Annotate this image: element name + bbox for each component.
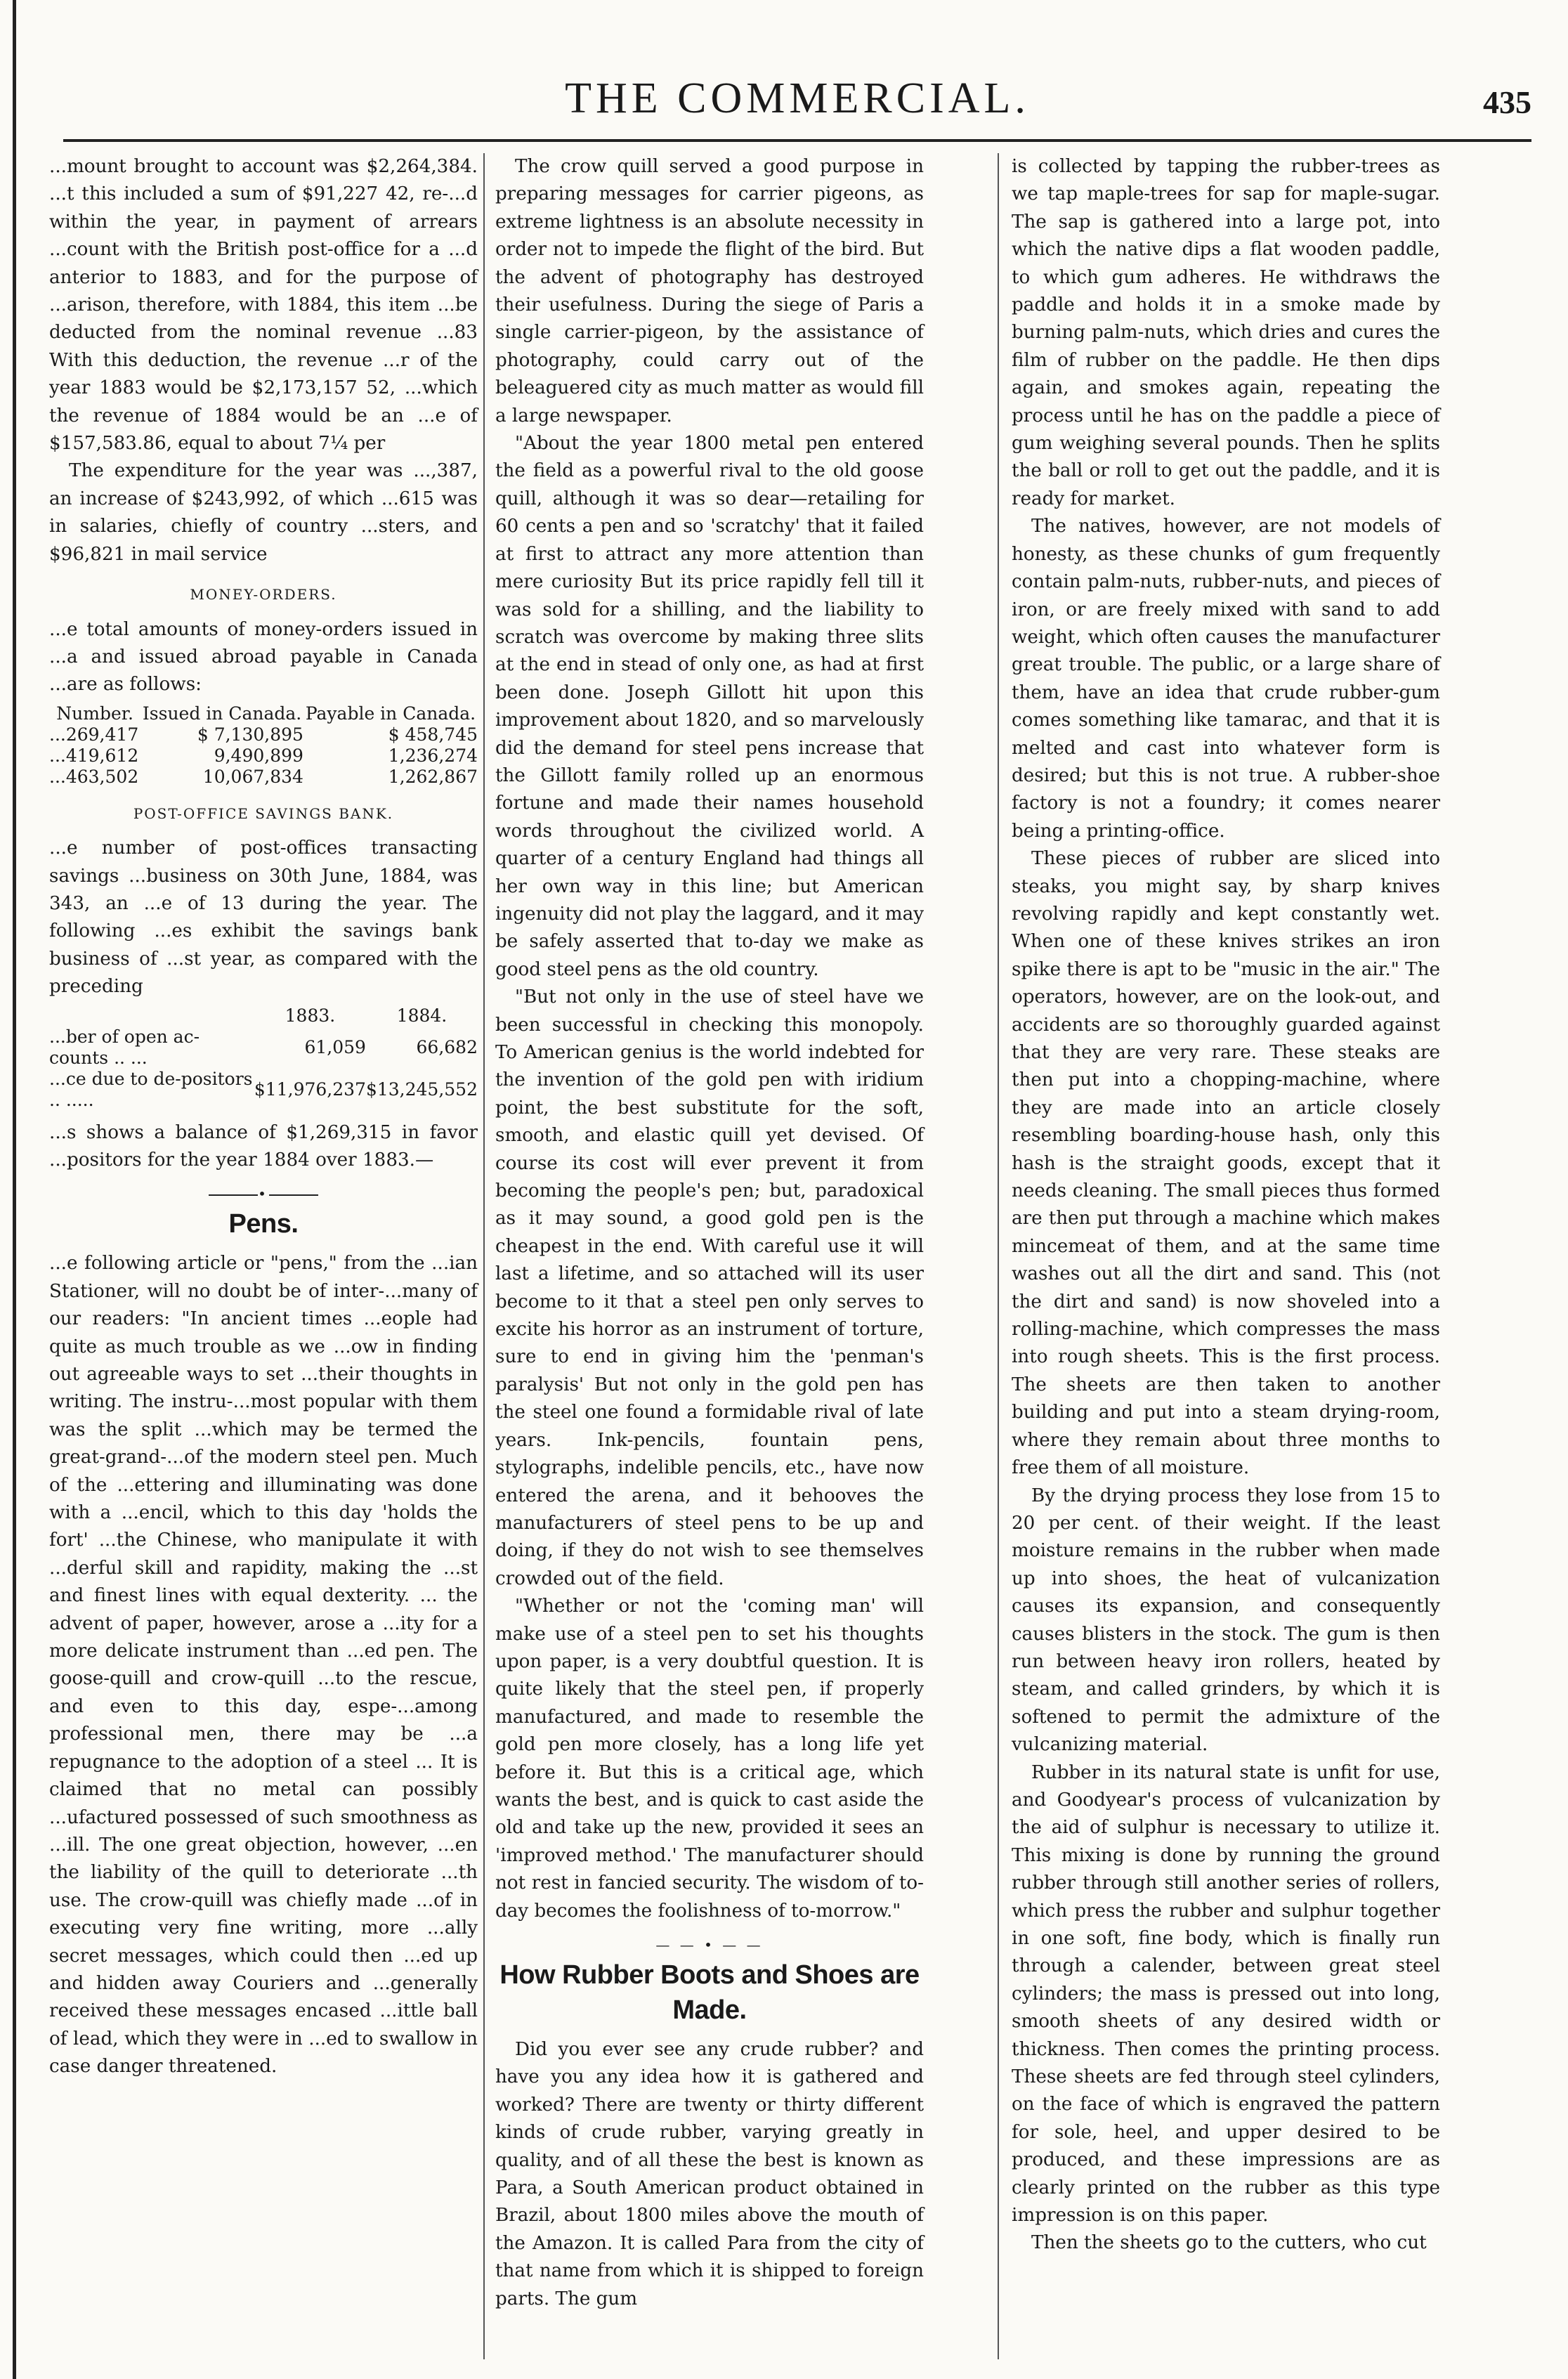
- article-title-pens: Pens.: [228, 1209, 299, 1239]
- table-cell: ...ce due to de-positors .. .....: [49, 1068, 253, 1110]
- table-cell: $13,245,552: [365, 1078, 478, 1100]
- table-cell: $ 458,745: [388, 724, 478, 745]
- table-row: [49, 1026, 478, 1069]
- header-rule: [63, 139, 1531, 142]
- table-cell: 61,059: [304, 1036, 366, 1057]
- column-divider: [483, 153, 485, 2359]
- paragraph: ...s shows a balance of $1,269,315 in favor ...positors for the year 1884 over 1883.—: [49, 1121, 478, 1171]
- masthead-title: THE COMMERCIAL.: [565, 74, 1030, 122]
- paragraph: Rubber in its natural state is unfit for use, and Goodyear's process of vulcanization by the aid of sulphur is necessary to utilize it. This mixing is done by running the ground rubber through still another series of rollers, which press the rubber and sulphur together in one soft, fine body, which is finally run through a calender, between great steel cylinders; the mass is pressed out into long, smooth sheets of any desired width or thickness. Then comes the printing process. These sheets are fed through steel cylinders, on the face of which is engraved the pattern for sole, heel, and upper desired to be produced, and these impressions are as clearly printed on the rubber as this type impression is on this paper.: [1012, 1761, 1440, 2227]
- table-row: [49, 724, 478, 745]
- paragraph: "Whether or not the 'coming man' will make use of a steel pen to set his thoughts upon paper, is a very doubtful question. It is quite likely that the steel pen, if properly manufactured, and made to resemble the gold pen more closely, has a long life yet before it. But this is a critical age, which wants the best, and is quick to cast aside the old and take up the new, provided it sees an 'improved method.' The manufacturer should not rest in fancied security. The wisdom of to-day becomes the foolishness of to-morrow.": [495, 1596, 924, 1922]
- table-cell: 1,236,274: [388, 745, 478, 766]
- column-3: [1012, 153, 1440, 2257]
- table-cell: 1,262,867: [388, 766, 478, 787]
- column-2: [495, 153, 924, 2313]
- table-cell: ...ber of open ac-counts .. ...: [49, 1026, 200, 1068]
- page-header: [63, 67, 1531, 133]
- table-row: [49, 767, 478, 788]
- paragraph: is collected by tapping the rubber-trees as we tap maple-trees for sap for maple-sugar. The sap is gathered into a large pot, into which the native dips a flat wooden paddle, to which gum adheres. He withdraws the paddle and holds it in a smoke made by burning palm-nuts, which dries and cures the film of rubber on the paddle. He then dips again, and smokes again, repeating the process until he has on the paddle a piece of gum weighing several pounds. Then he splits the ball or roll to get out the paddle, and it is ready for market.: [1012, 156, 1440, 509]
- section-ornament: — — • — —: [655, 1936, 764, 1953]
- table-cell: $11,976,237: [254, 1078, 366, 1100]
- table-header: Number.: [56, 703, 133, 724]
- paragraph: "But not only in the use of steel have we been successful in checking this monopoly. To American genius is the world indebted for the invention of the gold pen with iridium point, the best substitute for the soft, smooth, and elastic quill yet devised. Of course its cost will ever prevent it from becoming the people's pen; but, paradoxical as it may sound, a good gold pen is the cheapest in the end. With careful use it will last a lifetime, and so attached will its user become to it that a steel pen only serves to excite his horror as an instrument of torture, sure to end in giving him the 'penman's paralysis' But not only in the gold pen has the steel one found a formidable rival of late years. Ink-pencils, fountain pens, stylographs, indelible pencils, etc., have now entered the arena, and it behooves the manufacturers of steel pens to be up and doing, if they do not wish to see themselves crowded out of the field.: [495, 986, 924, 1589]
- table-header: Issued in Canada.: [142, 703, 302, 724]
- table-header: 1884.: [396, 1005, 447, 1026]
- paragraph: ...e following article or "pens," from the ...ian Stationer, will no doubt be of inter-...many of our readers: "In ancient times ...eople had quite as much trouble as we ...ow in finding out agreeable ways to set ...their thoughts in writing. The instru-...most popular with them was the split ...which may be termed the great-grand-...of the modern steel pen. Much of the ...ettering and illuminating was done with a ...encil, which to this day 'holds the fort' ...the Chinese, who manipulate it with ...derful skill and rapidity, making the ...st and finest lines with equal dexterity. ... the advent of paper, however, arose a ...ity for a more delicate instrument than ...ed pen. The goose-quill and crow-quill ...to the rescue, and even to this day, espe-...among professional men, there may be ...a repugnance to the adoption of a steel ... It is claimed that no metal can possibly ...ufactured possessed of such smoothness as ...ill. The one great objection, however, ...en the liability of the quill to deteriorate ...th use. The crow-quill was chiefly made ...of in executing very fine writing, more ...ally secret messages, which could then ...ed up and hidden away Couriers and ...generally received these messages encased ...ittle ball of lead, which they were in ...ed to swallow in case danger threatened.: [49, 1253, 478, 2078]
- subheading-money-orders: MONEY-ORDERS.: [190, 586, 337, 604]
- table-cell: $ 7,130,895: [197, 724, 303, 745]
- paragraph: Then the sheets go to the cutters, who cut: [1031, 2232, 1427, 2254]
- column-divider: [998, 153, 999, 2359]
- paragraph: By the drying process they lose from 15 to 20 per cent. of their weight. If the least moisture remains in the rubber when made up into shoes, the heat of vulcanization causes its expansion, and consequently causes blisters in the stock. The gum is then run between heavy iron rollers, heated by steam, and called grinders, by which it is softened to permit the admixture of the vulcanizing material.: [1012, 1485, 1440, 1756]
- paragraph: The natives, however, are not models of honesty, as these chunks of gum frequently contain palm-nuts, rubber-nuts, and pieces of iron, or are freely mixed with sand to add weight, which often causes the manufacturer great trouble. The public, or a large share of them, have an idea that crude rubber-gum comes something like tamarac, and that it is melted and cast into whatever form is desired; but this is not true. A rubber-shoe factory is not a foundry; it comes nearer being a printing-office.: [1012, 516, 1440, 842]
- paragraph: These pieces of rubber are sliced into steaks, you might say, by sharp knives revolving rapidly and kept constantly wet. When one of these knives strikes an iron spike there is apt to be "music in the air." The operators, however, are on the look-out, and accidents are so thoroughly guarded against that they are very rare. These steaks are then put into a chopping-machine, where they are made into an article closely resembling boarding-house hash, only this hash is the straight goods, except that it needs cleaning. The small pieces thus formed are then put through a machine which makes mincemeat of them, and at the same time washes out all the dirt and sand. This (not the dirt and sand) is now shoveled into a rolling-machine, which compresses the mass into rough sheets. This is the first process. The sheets are then taken to another building and put into a steam drying-room, where they remain about three months to free them of all moisture.: [1012, 848, 1440, 1479]
- paragraph: "About the year 1800 metal pen entered the field as a powerful rival to the old goose quill, although it was so dear—retailing for 60 cents a pen and so 'scratchy' that it failed at first to attract any more attention than mere curiosity But its price rapidly fell till it was sold for a shilling, and the liability to scratch was overcome by making three slits at the end in stead of only one, as had at first been done. Joseph Gillott hit upon this improvement about 1820, and so marvelously did the demand for steel pens increase that the Gillott family rolled up an enormous fortune and made their names household words throughout the civilized world. A quarter of a century England had things all her own way in this line; but American ingenuity did not play the laggard, and it may be safely asserted that to-day we make as good steel pens as the old country.: [495, 433, 924, 980]
- table-cell: 66,682: [416, 1036, 478, 1057]
- paragraph: ...e number of post-offices transacting savings ...business on 30th June, 1884, was 343, an ...e of 13 during the year. The following ...es exhibit the savings bank business of ...st year, as compared with the preceding: [49, 837, 478, 998]
- paragraph: Did you ever see any crude rubber? and have you any idea how it is gathered and worked? There are twenty or thirty different kinds of crude rubber, varying greatly in quality, and of all these the best is known as Para, a South American product obtained in Brazil, about 1800 miles above the mouth of the Amazon. It is called Para from the city of that name from which it is shipped to foreign parts. The gum: [495, 2039, 924, 2309]
- paragraph: ...e total amounts of money-orders issued in ...a and issued abroad payable in Canada ...are as follows:: [49, 618, 478, 696]
- paragraph: The expenditure for the year was ...,387, an increase of $243,992, of which ...615 was in salaries, chiefly of country ...sters, and $96,821 in mail service: [49, 460, 478, 565]
- table-cell: ...463,502: [49, 766, 139, 787]
- table-cell: ...269,417: [49, 724, 139, 745]
- table-cell: 10,067,834: [202, 766, 303, 787]
- paragraph: The crow quill served a good purpose in preparing messages for carrier pigeons, as extreme lightness is an absolute necessity in order not to impede the flight of the bird. But the advent of photography has destroyed their usefulness. During the siege of Paris a single carrier-pigeon, by the assistance of photography, could carry out of the beleaguered city as much matter as would fill a large newspaper.: [495, 156, 924, 426]
- table-cell: 9,490,899: [214, 745, 303, 766]
- table-row: [49, 1069, 478, 1111]
- subheading-savings-bank: POST-OFFICE SAVINGS BANK.: [133, 804, 394, 822]
- column-1: [49, 153, 478, 2081]
- page-number: 435: [1483, 84, 1531, 120]
- table-cell: ...419,612: [49, 745, 139, 766]
- paragraph: ...mount brought to account was $2,264,384. ...t this included a sum of $91,227 42, re-...d within the year, in payment of arrears ...count with the British post-office for a ...d anterior to 1883, and for the purpose of ...arison, therefore, with 1884, this item ...be deducted from the nominal revenue ...83 With this deduction, the revenue ...r of the year 1883 would be $2,173,157 52, ...which the revenue of 1884 would be an ...e of $157,583.86, equal to about 7¼ per: [49, 156, 478, 455]
- table-row: [49, 745, 478, 767]
- table-header: 1883.: [285, 1005, 336, 1026]
- page-edge: [13, 0, 16, 2379]
- savings-bank-table: [49, 1005, 478, 1111]
- money-orders-table: [49, 703, 478, 788]
- article-title-rubber: How Rubber Boots and Shoes are Made.: [499, 1960, 920, 2025]
- section-ornament: •: [49, 1185, 478, 1202]
- table-header: Payable in Canada.: [305, 703, 476, 724]
